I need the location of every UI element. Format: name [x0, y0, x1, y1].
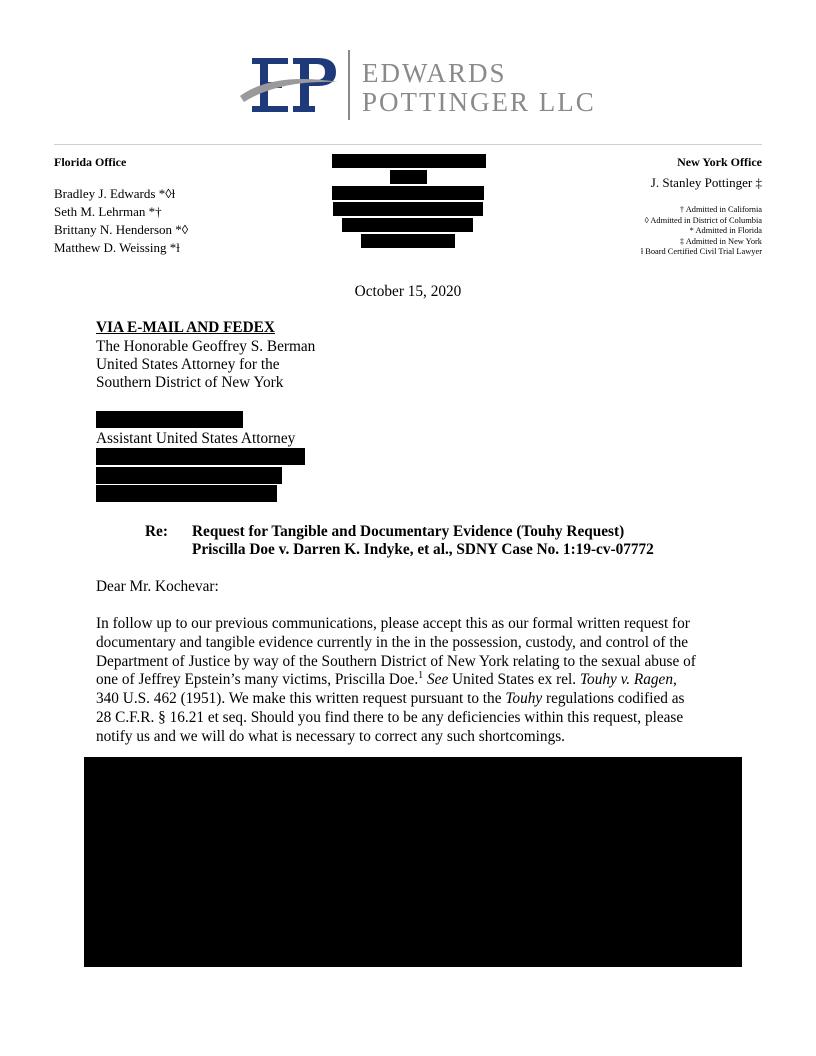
re-label: Re:: [145, 523, 168, 540]
firm-name-line2: POTTINGER LLC: [362, 87, 596, 117]
redaction-bar: [96, 411, 243, 428]
firm-name-line1: EDWARDS: [362, 58, 507, 88]
redaction-bar: [96, 485, 277, 502]
re-subject-line1: Request for Tangible and Documentary Evidence (Touhy Request): [192, 523, 625, 540]
letter-date: October 15, 2020: [354, 283, 462, 300]
admission-note: ‡ Admitted in New York: [679, 236, 762, 246]
admission-note: † Admitted in California: [679, 205, 762, 214]
redaction-bar: [361, 234, 455, 248]
paragraph-line: documentary and tangible evidence currently in the in the possession, custody, and control of the: [96, 633, 689, 651]
redaction-bar: [390, 170, 427, 184]
redaction-block: [84, 757, 742, 967]
recipient-line: The Honorable Geoffrey S. Berman: [96, 338, 316, 355]
paragraph-text: one of Jeffrey Epstein’s many victims, Priscilla Doe.: [96, 671, 419, 689]
re-subject-line2: Priscilla Doe v. Darren K. Indyke, et al., SDNY Case No. 1:19-cv-07772: [192, 541, 654, 558]
delivery-method: VIA E-MAIL AND FEDEX: [96, 319, 275, 336]
firm-logo-mark: [238, 52, 338, 118]
admission-note: * Admitted in Florida: [689, 226, 762, 235]
paragraph-text: regulations codified as: [542, 690, 685, 708]
redaction-bar: [96, 467, 282, 484]
redaction-bar: [342, 218, 473, 232]
paragraph-line: [96, 671, 722, 690]
admission-note: ◊ Admitted in District of Columbia: [644, 215, 762, 225]
redaction-bar: [333, 202, 483, 216]
paragraph-text: United States ex rel.: [448, 671, 580, 689]
attorney-name: Seth M. Lehrman *†: [54, 204, 162, 219]
admission-notes: [641, 205, 762, 258]
attorney-name: Matthew D. Weissing *ƚ: [54, 240, 180, 255]
attorney-name: Brittany N. Henderson *◊: [54, 222, 189, 237]
ny-attorney-name: J. Stanley Pottinger ‡: [650, 175, 762, 190]
florida-office-heading: Florida Office: [54, 155, 127, 169]
florida-attorney-list: [54, 185, 188, 257]
salutation: Dear Mr. Kochevar:: [96, 578, 219, 595]
recipient-title: Assistant United States Attorney: [96, 430, 296, 447]
attorney-name: Bradley J. Edwards *◊ƚ: [54, 186, 176, 201]
paragraph-line: notify us and we will do what is necessary to correct any such shortcomings.: [96, 727, 565, 745]
body-paragraph: [96, 615, 722, 747]
redaction-bar: [332, 186, 484, 200]
paragraph-line: 28 C.F.R. § 16.21 et seq. Should you find there to be any deficiencies within this request, please: [96, 708, 684, 726]
paragraph-line: [96, 690, 722, 709]
paragraph-line: In follow up to our previous communications, please accept this as our formal written request for: [96, 615, 690, 632]
redaction-bar: [332, 154, 486, 168]
admission-note: ƚ Board Certified Civil Trial Lawyer: [640, 247, 762, 256]
regulation-name: Touhy: [505, 690, 543, 708]
redaction-bar: [96, 448, 305, 465]
paragraph-text: 340 U.S. 462 (1951). We make this written request pursuant to the: [96, 690, 506, 708]
header-rule: [54, 144, 762, 145]
recipient-line: United States Attorney for the: [96, 356, 280, 373]
case-name: Touhy v. Ragen: [579, 671, 673, 689]
footnote-marker[interactable]: 1: [418, 670, 424, 682]
logo-divider: [348, 50, 350, 120]
paragraph-line: Department of Justice by way of the Southern District of New York relating to the sexual abuse of: [96, 652, 696, 670]
paragraph-text: ,: [672, 671, 677, 689]
recipient-line: Southern District of New York: [96, 374, 284, 391]
citation-signal: See: [427, 671, 449, 689]
new-york-office-heading: New York Office: [677, 155, 762, 169]
